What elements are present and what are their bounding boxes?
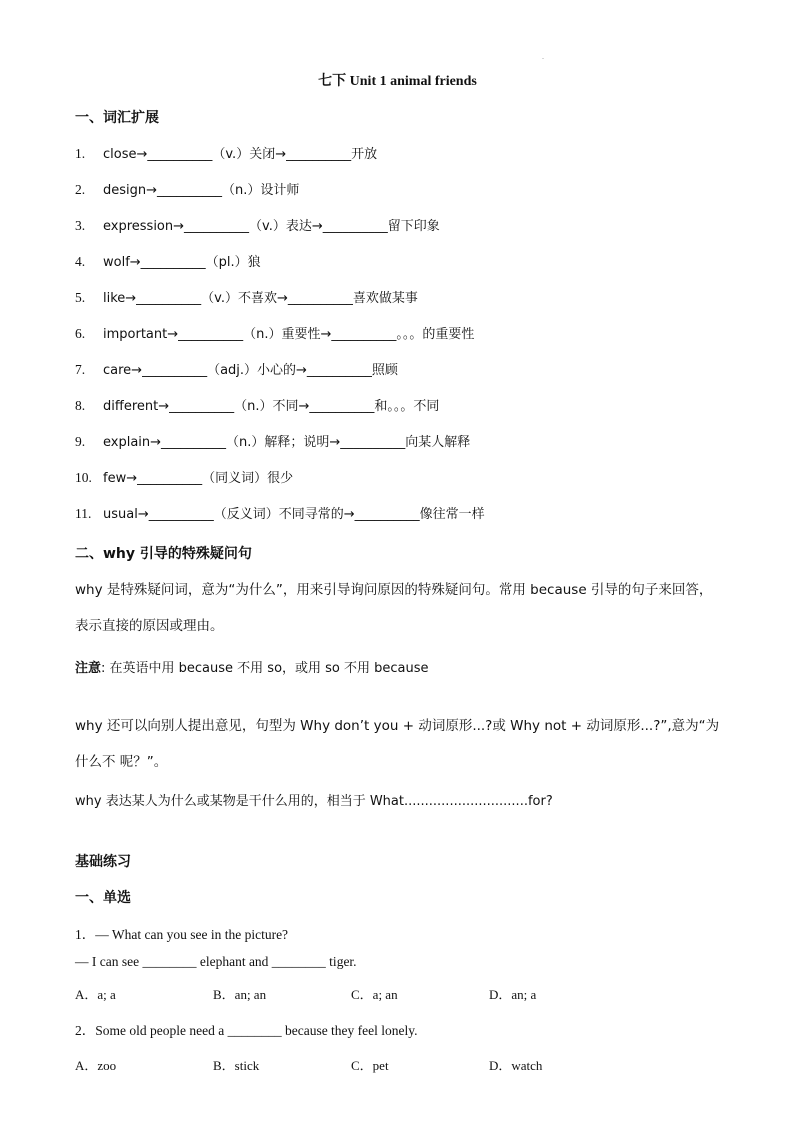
vocab-item-number: 9. [75,434,86,449]
question-2-option-b[interactable]: B．stick [213,1058,260,1073]
question-2-option-a[interactable]: A．zoo [75,1058,117,1073]
corner-mark: . [542,52,544,61]
vocab-item-text: design→__________（n.）设计师 [103,183,300,198]
question-1-option-a[interactable]: A．a; a [75,987,116,1002]
vocab-item [75,287,418,306]
vocab-item-text: like→__________（v.）不喜欢→__________喜欢做某事 [103,291,418,306]
vocab-item-number: 11. [75,506,92,521]
vocab-item [75,215,440,234]
vocab-item-text: care→__________（adj.）小心的→__________照顾 [103,363,398,378]
note-line [75,657,429,676]
note-label: 注意 [75,661,102,676]
why-explanation-paragraph: why 是特殊疑问词，意为“为什么”，用来引导询问原因的特殊疑问句。常用 because 引导的句子来回答，表示直接的原因或理由。 [75,582,713,634]
vocab-item [75,467,293,486]
vocab-item-number: 1. [75,146,86,161]
vocab-item [75,179,299,198]
question-2-option-c[interactable]: C．pet [351,1058,389,1073]
vocab-item-text: expression→__________（v.）表达→__________留下印象 [103,219,440,234]
question-1-stem: 1．— What can you see in the picture? [75,927,289,942]
vocab-item-number: 4. [75,254,86,269]
vocab-item-number: 6. [75,326,86,341]
vocab-item-number: 10. [75,470,92,485]
vocab-item-text: important→__________（n.）重要性→__________。。。的重要性 [103,327,475,342]
vocab-item-number: 2. [75,182,86,197]
question-1-line2: — I can see ________ elephant and ________ tiger. [75,954,357,969]
question-2-option-d[interactable]: D．watch [489,1058,543,1073]
vocab-item-text: close→__________（v.）关闭→__________开放 [103,147,378,162]
document-title: 七下 Unit 1 animal friends [318,74,477,89]
vocab-item [75,431,470,450]
question-1-option-b[interactable]: B．an; an [213,987,267,1002]
vocab-item-number: 3. [75,218,86,233]
vocab-item [75,251,261,270]
vocab-item [75,323,474,342]
note-text: : 在英语中用 because 不用 so，或用 so 不用 because [101,661,429,676]
question-2-options [75,1055,627,1074]
vocab-item [75,503,485,522]
vocab-item-number: 5. [75,290,86,305]
single-choice-heading: 一、单选 [75,890,131,906]
vocab-item-number: 8. [75,398,86,413]
vocab-item-text: usual→__________（反义词）不同寻常的→__________像往常一样 [103,507,485,522]
vocab-item-number: 7. [75,362,86,377]
vocab-item-text: explain→__________（n.）解释；说明→__________向某人解释 [103,435,471,450]
question-2-stem: 2．Some old people need a ________ because they feel lonely. [75,1023,418,1038]
section-heading-vocab: 一、词汇扩展 [75,110,159,126]
question-1-options [75,984,627,1003]
vocab-item [75,359,398,378]
practice-heading: 基础练习 [75,854,131,870]
question-1-option-c[interactable]: C．a; an [351,987,398,1002]
section-heading-why: 二、why 引导的特殊疑问句 [75,546,252,562]
vocab-item [75,143,377,162]
vocab-item-text: few→__________（同义词）很少 [103,471,294,486]
why-purpose-paragraph: why 表达某人为什么或某物是干什么用的，相当于 What..............................for? [75,794,553,809]
vocab-item [75,395,439,414]
why-suggestion-paragraph: why 还可以向别人提出意见，句型为 Why don’t you + 动词原形...?或 Why not + 动词原形...?”,意为“为什么不 呢？”。 [75,718,720,770]
vocab-item-text: wolf→__________（pl.）狼 [103,255,261,270]
vocab-item-text: different→__________（n.）不同→__________和。。。不同 [103,399,440,414]
question-1-option-d[interactable]: D．an; a [489,987,537,1002]
